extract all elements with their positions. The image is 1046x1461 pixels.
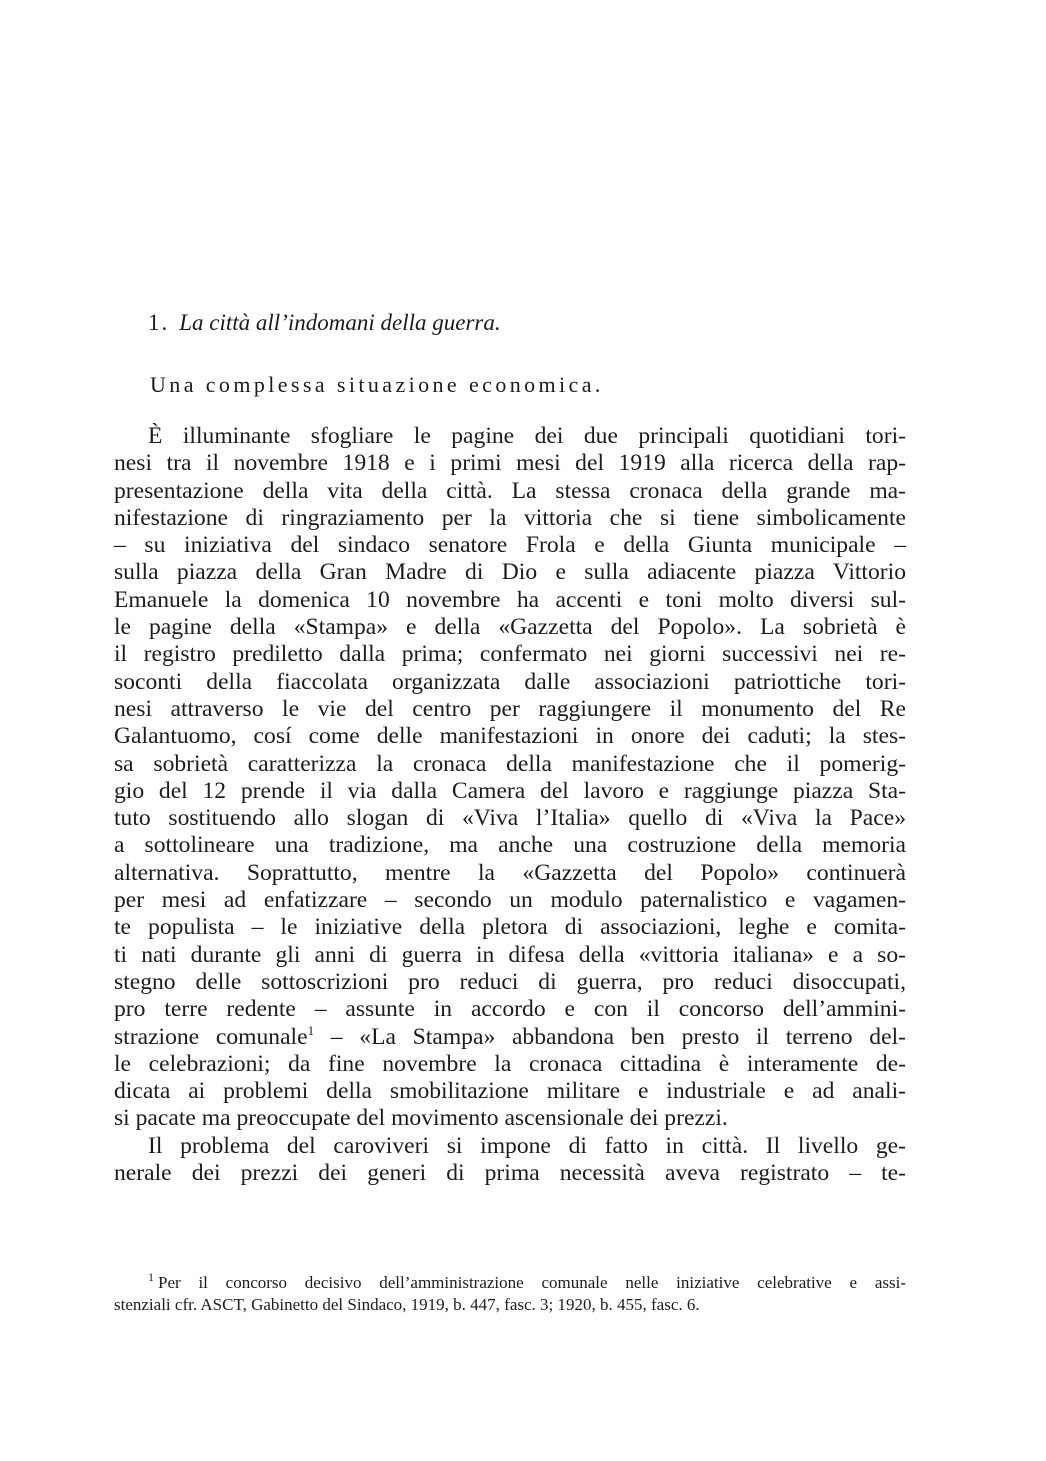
text-line: nifestazione di ringraziamento per la vittoria che si tiene simbolicamente xyxy=(114,504,906,531)
text-line: dicata ai problemi della smobilitazione militare e industriale e ad anali- xyxy=(114,1078,906,1105)
text-line: te populista – le iniziative della pletora di associazioni, leghe e comita- xyxy=(114,914,906,941)
footnote-line xyxy=(114,1272,906,1294)
footnote-reference[interactable]: 1 xyxy=(307,1022,315,1038)
text-line: Il problema del caroviveri si impone di fatto in città. Il livello ge- xyxy=(148,1132,906,1159)
text-line: nerale dei prezzi dei generi di prima necessità aveva registrato – te- xyxy=(114,1160,906,1187)
text-line: il registro prediletto dalla prima; confermato nei giorni successivi nei re- xyxy=(114,641,906,668)
text-line: nesi attraverso le vie del centro per raggiungere il monumento del Re xyxy=(114,695,906,722)
text-line: Emanuele la domenica 10 novembre ha accenti e toni molto diversi sul- xyxy=(114,586,906,613)
text-line-with-footnote xyxy=(114,1024,906,1051)
text-line: tuto sostituendo allo slogan di «Viva l’Italia» quello di «Viva la Pace» xyxy=(114,805,906,832)
text-line: – su iniziativa del sindaco senatore Frola e della Giunta municipale – xyxy=(114,532,906,559)
section-number: 1. xyxy=(148,310,170,335)
text-line: pro terre redente – assunte in accordo e con il concorso dell’ammini- xyxy=(114,996,906,1023)
section-heading xyxy=(148,308,501,338)
text-line: le pagine della «Stampa» e della «Gazzetta del Popolo». La sobrietà è xyxy=(114,614,906,641)
text-line: Galantuomo, cosí come delle manifestazioni in onore dei caduti; la stes- xyxy=(114,723,906,750)
footnotes xyxy=(114,1272,906,1316)
text-segment: strazione comunale xyxy=(114,1023,308,1050)
text-line: gio del 12 prende il via dalla Camera del lavoro e raggiunge piazza Sta- xyxy=(114,777,906,804)
section-title: La città all’indomani della guerra. xyxy=(179,310,501,335)
text-line: le celebrazioni; da fine novembre la cronaca cittadina è interamente de- xyxy=(114,1050,906,1077)
text-line: ti nati durante gli anni di guerra in difesa della «vittoria italiana» e a so- xyxy=(114,941,906,968)
text-line: stegno delle sottoscrizioni pro reduci di guerra, pro reduci disoccupati, xyxy=(114,968,906,995)
text-line: a sottolineare una tradizione, ma anche una costruzione della memoria xyxy=(114,832,906,859)
text-line: sulla piazza della Gran Madre di Dio e sulla adiacente piazza Vittorio xyxy=(114,559,906,586)
subheading: Una complessa situazione economica. xyxy=(150,372,604,397)
text-line: È illuminante sfogliare le pagine dei due principali quotidiani tori- xyxy=(148,423,906,449)
body-text xyxy=(114,423,906,1187)
text-line: per mesi ad enfatizzare – secondo un modulo paternalistico e vagamen- xyxy=(114,887,906,914)
text-line: sa sobrietà caratterizza la cronaca della manifestazione che il pomerig- xyxy=(114,750,906,777)
text-line: nesi tra il novembre 1918 e i primi mesi del 1919 alla ricerca della rap- xyxy=(114,450,906,477)
footnote-line: stenziali cfr. ASCT, Gabinetto del Sindaco, 1919, b. 447, fasc. 3; 1920, b. 455, fasc. 6. xyxy=(114,1295,700,1314)
text-segment: – «La Stampa» abbandona ben presto il terreno del- xyxy=(314,1023,906,1050)
text-line: alternativa. Soprattutto, mentre la «Gazzetta del Popolo» continuerà xyxy=(114,859,906,886)
text-line: si pacate ma preoccupate del movimento ascensionale dei prezzi. xyxy=(114,1105,728,1132)
text-line: soconti della fiaccolata organizzata dalle associazioni patriottiche tori- xyxy=(114,668,906,695)
footnote-text: Per il concorso decisivo dell’amministrazione comunale nelle iniziative celebrative e assi- xyxy=(158,1273,906,1292)
text-line: presentazione della vita della città. La stessa cronaca della grande ma- xyxy=(114,477,906,504)
footnote-mark: 1 xyxy=(148,1270,154,1285)
